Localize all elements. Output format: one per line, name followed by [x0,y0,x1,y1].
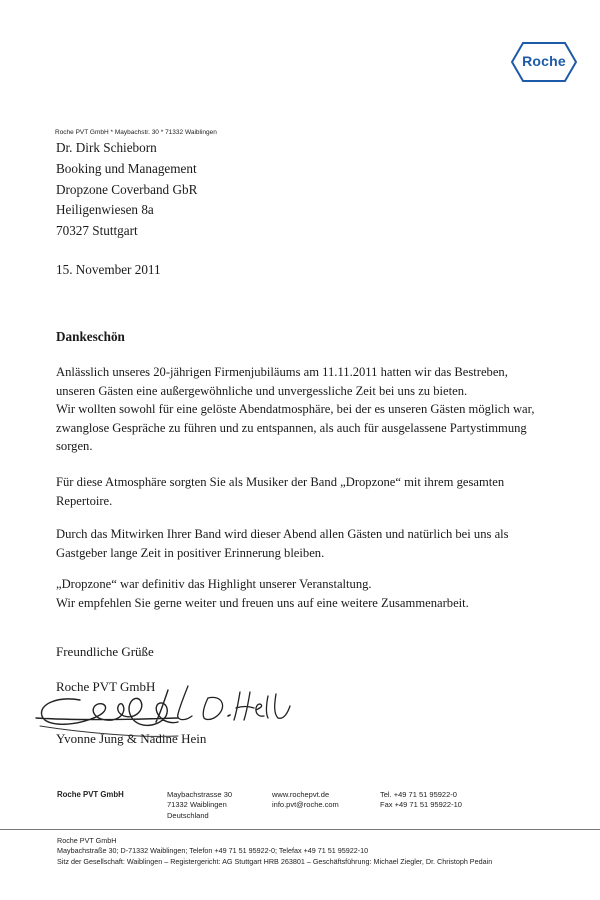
signer-names: Yvonne Jung & Nadine Hein [56,731,207,746]
body-paragraph-3 [56,525,586,562]
roche-logo [511,42,577,82]
body-line: Wir empfehlen Sie gerne weiter und freuen uns auf eine weitere Zusammenarbeit. [56,595,469,610]
body-line: zwanglose Gespräche zu führen und zu entspannen, als auch für ausgelassene Partystimmung [56,420,527,435]
recipient-line: 70327 Stuttgart [56,223,138,239]
body-line: Gastgeber lange Zeit in positiver Erinnerung bleiben. [56,545,325,560]
body-paragraph-2 [56,473,586,510]
footer-fax-line: Fax +49 71 51 95922-10 [380,800,462,810]
body-paragraph-1 [56,363,586,456]
letter-date: 15. November 2011 [56,262,161,277]
logo-text: Roche [522,53,566,69]
recipient-line: Booking und Management [56,160,197,176]
recipient-line: Dr. Dirk Schieborn [56,140,157,155]
footer-legal [57,836,492,867]
body-line: Repertoire. [56,493,113,508]
body-line: Anlässlich unseres 20-jährigen Firmenjubiläums am 11.11.2011 hatten wir das Bestreben, [56,365,508,379]
body-line: Wir wollten sowohl für eine gelöste Abendatmosphäre, bei der es unseren Gästen möglich war, [56,402,535,417]
footer-web [272,790,339,811]
footer-address [167,790,232,821]
sender-return-line: Roche PVT GmbH * Maybachstr. 30 * 71332 Waiblingen [55,129,217,136]
footer-phone-line: Tel. +49 71 51 95922-0 [380,790,457,799]
footer-brand: Roche PVT GmbH [57,790,124,799]
body-line: unseren Gästen eine außergewöhnliche und unvergessliche Zeit bei uns zu bieten. [56,383,468,398]
recipient-line: Dropzone Coverband GbR [56,181,198,197]
body-paragraph-4 [56,575,586,612]
body-line: Durch das Mitwirken Ihrer Band wird dieser Abend allen Gästen und natürlich bei uns als [56,527,509,541]
recipient-line: Heiligenwiesen 8a [56,202,154,218]
footer-address-line: Deutschland [167,810,209,820]
signing-company: Roche PVT GmbH [56,679,156,694]
footer-legal-line: Sitz der Gesellschaft: Waiblingen – Registergericht: AG Stuttgart HRB 263801 – Geschäftsführung: Michael Ziegler, Dr. Christoph Pedain [57,856,493,866]
footer-phone [380,790,462,811]
footer-email-link[interactable]: info.pvt@roche.com [272,800,339,810]
footer-address-line: Maybachstrasse 30 [167,790,233,799]
body-line: „Dropzone“ war definitiv das Highlight unserer Veranstaltung. [56,577,372,591]
letter-subject: Dankeschön [56,329,125,344]
footer-website-link[interactable]: www.rochepvt.de [272,790,330,799]
footer-legal-line: Roche PVT GmbH [57,836,117,845]
footer-address-line: 71332 Waiblingen [167,800,227,810]
body-line: Für diese Atmosphäre sorgten Sie als Musiker der Band „Dropzone“ mit ihrem gesamten [56,475,505,489]
footer-divider [0,829,600,830]
recipient-address [56,138,197,242]
body-line: sorgen. [56,439,93,454]
footer-legal-line: Maybachstraße 30; D-71332 Waiblingen; Telefon +49 71 51 95922-0; Telefax +49 71 51 95922-10 [57,846,369,856]
closing-greeting: Freundliche Grüße [56,644,154,659]
